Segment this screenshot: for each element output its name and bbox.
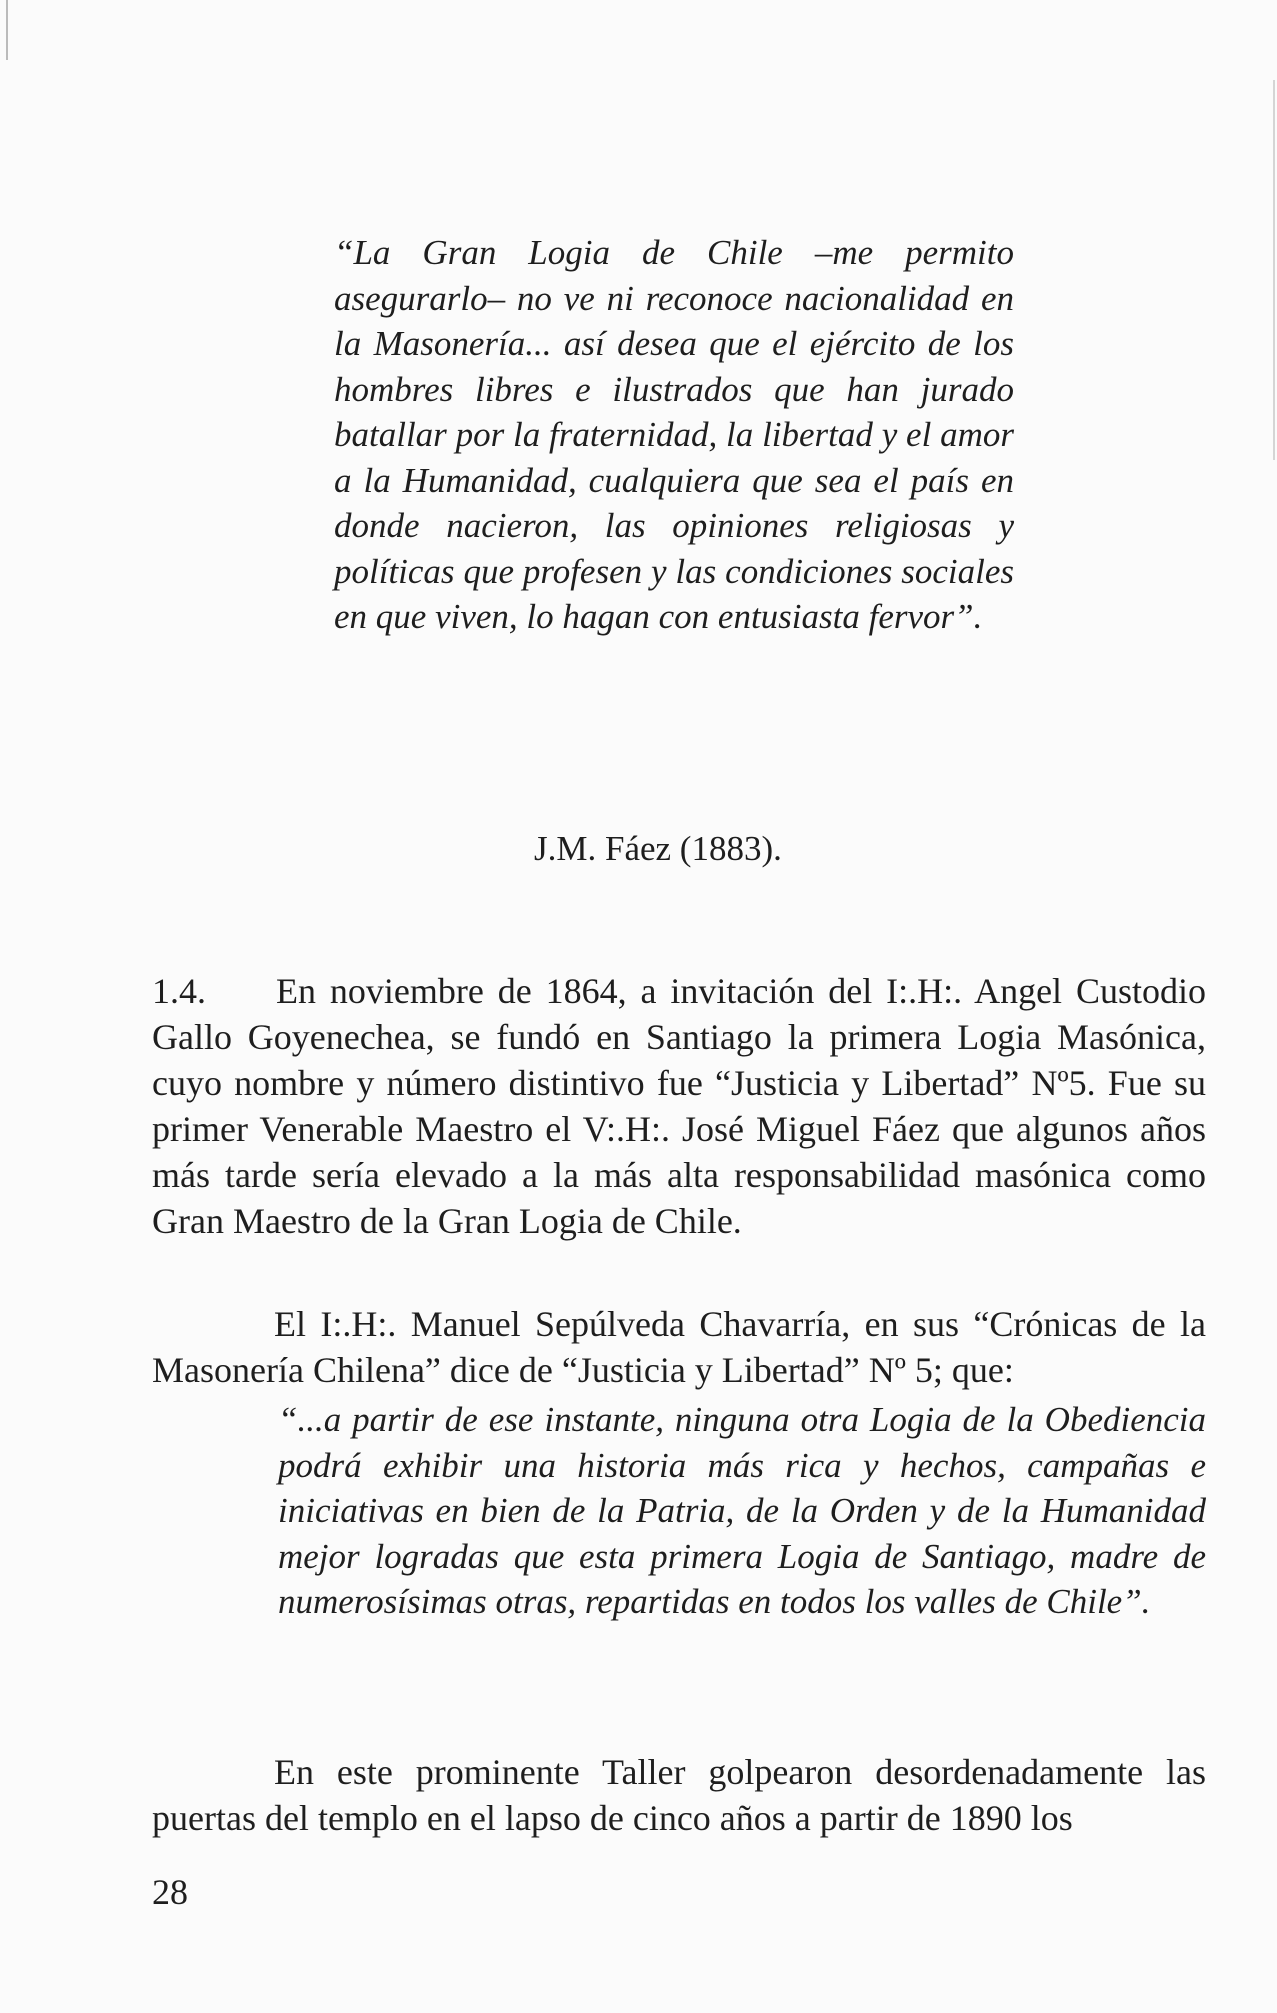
epigraph-quote: “La Gran Logia de Chile –me permito asegurarlo– no ve ni reconoce nacionalidad en la Masonería... así desea que el ejército de los hombres libres e ilustrados que han jurado batallar por la fraternidad, la libertad y el amor a la Humanidad, cualquiera que sea el país en donde nacieron, las opiniones religiosas y políticas que profesen y las condiciones sociales en que viven, lo hagan con entusiasta fervor”. — [334, 233, 1014, 636]
section-number: 1.4. — [152, 971, 206, 1011]
block-quote: “...a partir de ese instante, ninguna otra Logia de la Obediencia podrá exhibir una historia más rica y hechos, campañas e iniciativas en bien de la Patria, de la Orden y de la Humanidad mejor logradas que esta primera Logia de Santiago, madre de numerosísimas otras, repartidas en todos los valles de Chile”. — [278, 1400, 1206, 1621]
page-number: 28 — [152, 1872, 188, 1912]
section-paragraph-1 — [152, 968, 1206, 1244]
section-paragraph-2: El I:.H:. Manuel Sepúlveda Chavarría, en sus “Crónicas de la Masonería Chilena” dice de “Justicia y Libertad” Nº 5; que: — [152, 1304, 1206, 1390]
section-paragraph-3: En este prominente Taller golpearon desordenadamente las puertas del templo en el lapso de cinco años a partir de 1890 los — [152, 1752, 1206, 1838]
epigraph-author: J.M. Fáez (1883). — [534, 829, 782, 868]
paragraph-1-text: En noviembre de 1864, a invitación del I:.H:. Angel Custodio Gallo Goyenechea, se fundó en Santiago la primera Logia Masónica, cuyo nombre y número distintivo fue “Justicia y Libertad” Nº5. Fue su primer Venerable Maestro el V:.H:. José Miguel Fáez que algunos años más tarde sería elevado a la más alta responsabilidad masónica como Gran Maestro de la Gran Logia de Chile. — [152, 971, 1206, 1241]
scan-edge-left — [6, 0, 8, 60]
scan-edge-right — [1273, 80, 1275, 460]
